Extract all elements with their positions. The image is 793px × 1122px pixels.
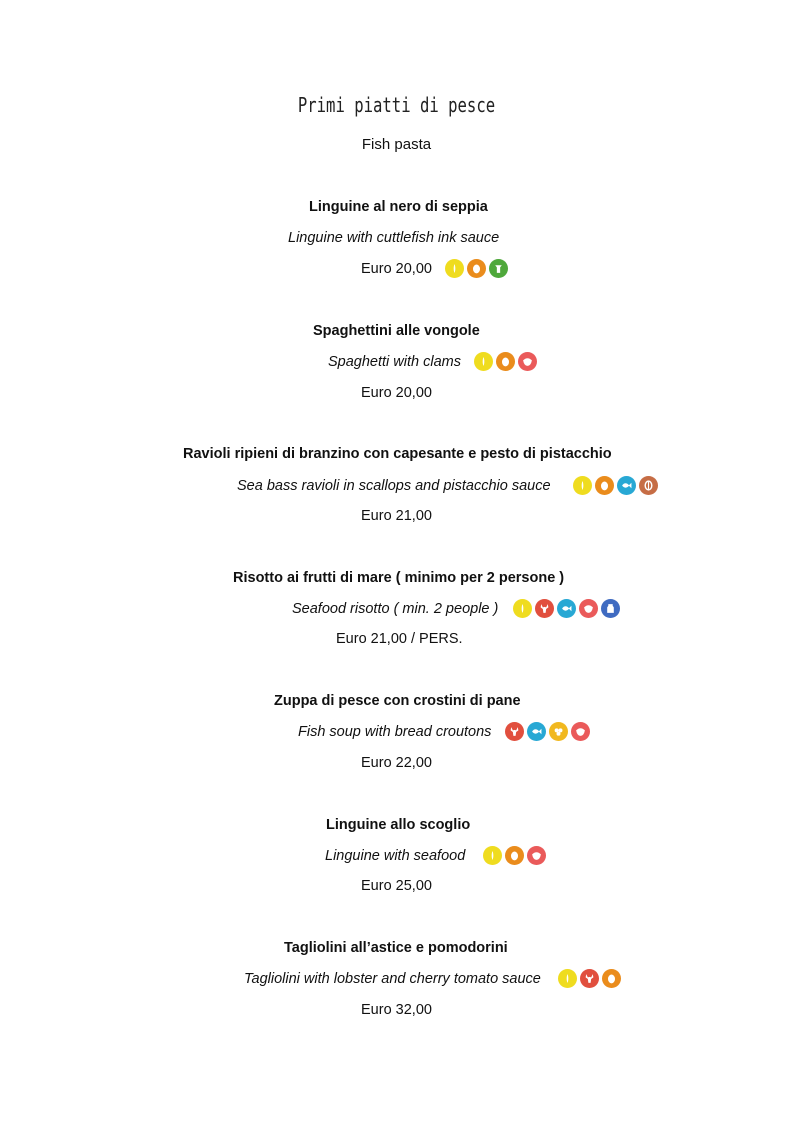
crustacean-icon [505,722,524,741]
allergen-icons [558,969,621,988]
dish-price: Euro 21,00 [361,508,432,524]
dish-name: Ravioli ripieni di branzino con capesante e pesto di pistacchio [183,446,612,462]
dish-price: Euro 20,00 [361,385,432,401]
mollusc-icon [527,846,546,865]
gluten-icon [573,476,592,495]
fish-icon [617,476,636,495]
gluten-icon [558,969,577,988]
gluten-icon [474,352,493,371]
gluten-icon [483,846,502,865]
crustacean-icon [580,969,599,988]
gluten-icon [445,259,464,278]
dish-english-name: Sea bass ravioli in scallops and pistacchio sauce [237,478,551,494]
dish-english-name: Seafood risotto ( min. 2 people ) [292,601,499,617]
dairy-icon [601,599,620,618]
dish-price: Euro 32,00 [361,1002,432,1018]
dish-name: Linguine al nero di seppia [309,199,488,215]
egg-icon [496,352,515,371]
mollusc-icon [579,599,598,618]
egg-icon [467,259,486,278]
celery-icon [489,259,508,278]
dish-english-name: Fish soup with bread croutons [298,724,492,740]
gluten-icon [513,599,532,618]
section-subtitle: Fish pasta [361,136,432,153]
fish-icon [557,599,576,618]
dish-name: Zuppa di pesce con crostini di pane [274,693,521,709]
allergen-icons [573,476,658,495]
dish-name: Linguine allo scoglio [326,817,471,833]
dish-price: Euro 22,00 [361,755,432,771]
egg-icon [595,476,614,495]
dish-name: Tagliolini all’astice e pomodorini [284,940,508,956]
dish-english-name: Tagliolini with lobster and cherry tomato sauce [244,971,541,987]
allergen-icons [505,722,590,741]
allergen-icons [483,846,546,865]
dish-english-name: Linguine with seafood [325,848,466,864]
dish-english-name: Linguine with cuttlefish ink sauce [288,230,500,246]
allergen-icons [445,259,508,278]
dish-price: Euro 20,00 [361,261,432,277]
dish-price: Euro 21,00 / PERS. [336,631,463,647]
dish-english-name: Spaghetti with clams [328,354,461,370]
dish-name: Risotto ai frutti di mare ( minimo per 2 persone ) [233,570,565,586]
mollusc-icon [518,352,537,371]
soy-icon [549,722,568,741]
egg-icon [602,969,621,988]
egg-icon [505,846,524,865]
section-title: Primi piatti di pesce [297,93,496,117]
nuts-icon [639,476,658,495]
mollusc-icon [571,722,590,741]
fish-icon [527,722,546,741]
allergen-icons [513,599,620,618]
allergen-icons [474,352,537,371]
dish-price: Euro 25,00 [361,878,432,894]
dish-name: Spaghettini alle vongole [313,323,480,339]
crustacean-icon [535,599,554,618]
